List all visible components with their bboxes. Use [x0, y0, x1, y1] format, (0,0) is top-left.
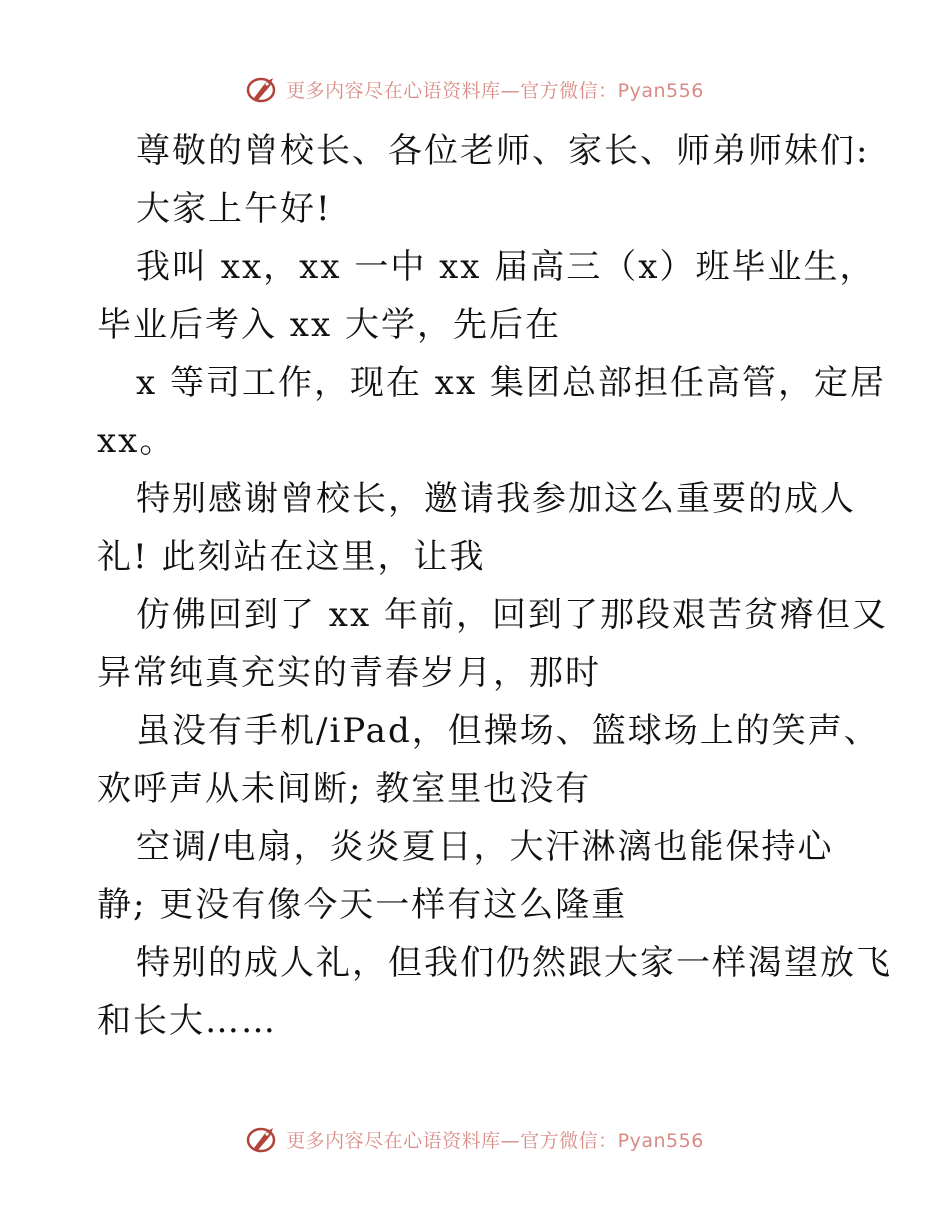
salutation-line: 尊敬的曾校长、各位老师、家长、师弟师妹们: — [136, 131, 870, 171]
paragraph-line: 特别的成人礼，但我们仍然跟大家一样渴望放飞 — [136, 943, 892, 983]
greeting-line: 大家上午好! — [136, 189, 332, 229]
paragraph-line: x 等司工作，现在 xx 集团总部担任高管，定居 — [136, 363, 886, 403]
paragraph-line: xx。 — [97, 421, 176, 461]
paragraph-line: 空调/电扇，炎炎夏日，大汗淋漓也能保持心 — [136, 827, 834, 867]
paragraph-line: 虽没有手机/iPad，但操场、篮球场上的笑声、 — [136, 711, 880, 751]
paragraph-line: 欢呼声从未间断; 教室里也没有 — [97, 769, 592, 809]
pen-nib-logo-icon — [246, 1124, 280, 1154]
paragraph-line: 异常纯真充实的青春岁月，那时 — [97, 653, 601, 693]
paragraph-line: 毕业后考入 xx 大学，先后在 — [97, 305, 561, 345]
paragraph-line: 和长大…… — [97, 1001, 277, 1041]
paragraph-line: 静; 更没有像今天一样有这么隆重 — [97, 885, 628, 925]
watermark-text: 更多内容尽在心语资料库—官方微信：Pyan556 — [286, 79, 704, 102]
document-body — [97, 122, 897, 1050]
pen-nib-logo-icon — [246, 74, 280, 104]
footer-watermark — [0, 1124, 950, 1154]
paragraph-line: 仿佛回到了 xx 年前，回到了那段艰苦贫瘠但又 — [136, 595, 888, 635]
header-watermark — [0, 74, 950, 104]
paragraph-line: 特别感谢曾校长，邀请我参加这么重要的成人 — [136, 479, 856, 519]
watermark-text: 更多内容尽在心语资料库—官方微信：Pyan556 — [286, 1129, 704, 1152]
paragraph-line: 礼! 此刻站在这里，让我 — [97, 537, 486, 577]
paragraph-line: 我叫 xx，xx 一中 xx 届高三（x）班毕业生， — [136, 247, 876, 287]
